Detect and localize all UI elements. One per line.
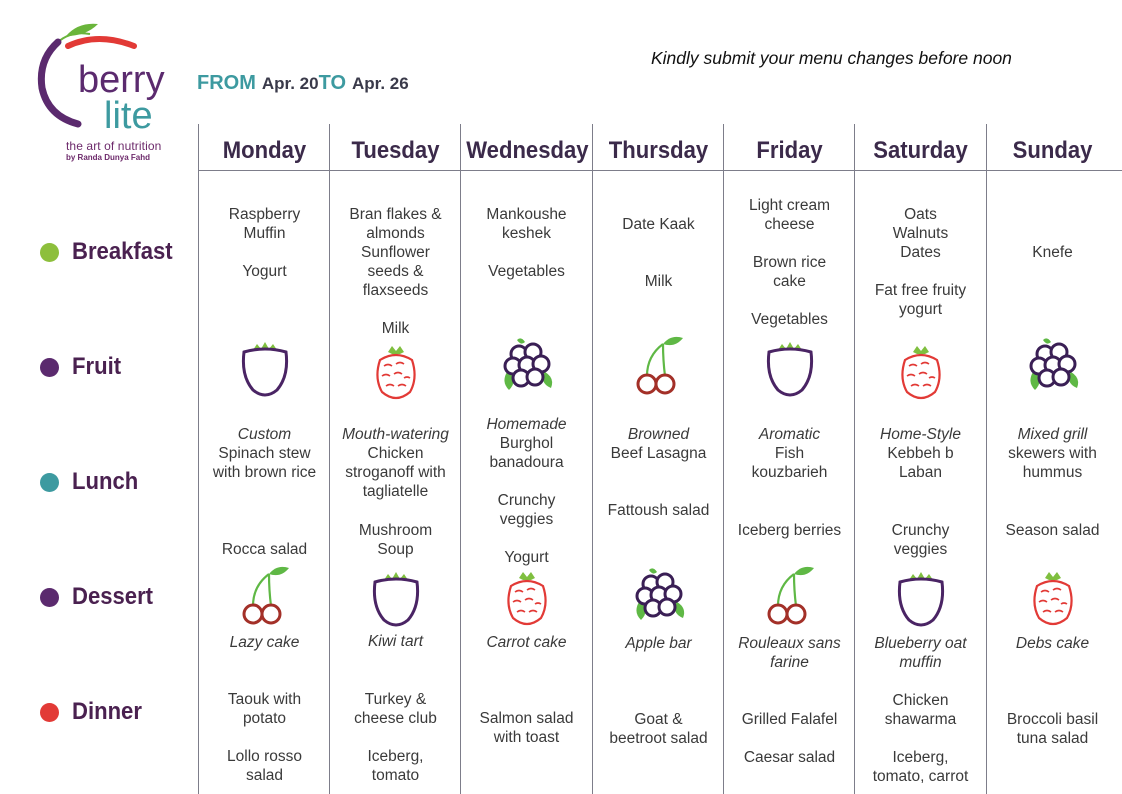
cell-line: Brown rice	[752, 254, 827, 271]
cell-line: Yogurt	[242, 263, 287, 280]
lunch-cell	[199, 425, 330, 482]
from-label: FROM	[197, 72, 256, 94]
lunch-title: Browned	[627, 426, 690, 443]
dinner-cell	[461, 709, 592, 747]
cell-line: tagliatelle	[362, 483, 429, 500]
cell-line: kouzbarieh	[751, 464, 828, 481]
cell-line: Mankoushe	[486, 206, 567, 223]
cell-line: keshek	[501, 225, 552, 242]
raspberry-icon	[891, 340, 951, 404]
day-header-sunday: Sunday	[1012, 137, 1093, 164]
cell-line: hummus	[1022, 464, 1083, 481]
row-label-dinner: Dinner	[40, 698, 148, 726]
cell-line: Fat free fruity	[874, 282, 967, 299]
cell-line: Spinach stew	[218, 445, 311, 462]
fig-icon	[891, 566, 951, 630]
cell-line	[461, 529, 592, 548]
fig-icon	[235, 336, 295, 400]
cell-line: Iceberg,	[367, 748, 424, 765]
cell-line: almonds	[366, 225, 425, 242]
cell-line	[855, 729, 986, 748]
lunch-title: Homemade	[486, 416, 567, 433]
cell-line: Burghol	[499, 435, 554, 452]
cell-line: cheese	[764, 216, 815, 233]
raspberry-icon	[1023, 566, 1083, 630]
raspberry-icon	[366, 340, 426, 404]
dessert-cell: Debs cake	[1015, 635, 1090, 652]
cell-line	[593, 234, 724, 253]
row-label-breakfast: Breakfast	[40, 238, 181, 266]
blackberry-icon	[1023, 332, 1083, 396]
dinner-dot-icon	[40, 703, 59, 722]
day-header-saturday: Saturday	[873, 137, 968, 164]
cell-line: Oats	[904, 206, 937, 223]
cell-line	[724, 234, 855, 253]
cell-line: Dates	[900, 244, 941, 261]
cell-line: Grilled Falafel	[741, 711, 838, 728]
lunch-side-cell	[593, 501, 724, 520]
cell-line: skewers with	[1008, 445, 1097, 462]
cell-line: Chicken	[892, 692, 949, 709]
lunch-title: Mixed grill	[1017, 426, 1088, 443]
cell-line: potato	[242, 710, 287, 727]
cell-line	[330, 728, 461, 747]
cell-line: beetroot salad	[609, 730, 708, 747]
lunch-cell	[987, 425, 1118, 482]
cell-line: Iceberg berries	[737, 522, 842, 539]
cherry-icon	[235, 562, 295, 626]
dinner-cell	[330, 690, 461, 785]
cell-line: Milk	[381, 320, 410, 337]
cell-line: cake	[773, 273, 806, 290]
cell-line: Vegetables	[488, 263, 565, 280]
breakfast-cell	[461, 205, 592, 281]
cherry-icon	[760, 562, 820, 626]
cell-line: with brown rice	[212, 464, 317, 481]
cell-line	[199, 243, 330, 262]
cell-line: veggies	[893, 541, 948, 558]
lunch-cell	[461, 415, 592, 472]
row-label-fruit: Fruit	[40, 353, 125, 381]
logo-byline: by Randa Dunya Fahd	[66, 153, 151, 162]
svg-text:lite: lite	[104, 95, 153, 137]
cell-line: Mushroom	[358, 522, 433, 539]
cell-line: Soup	[377, 541, 414, 558]
dinner-cell	[987, 710, 1118, 748]
dinner-cell	[199, 690, 330, 785]
cell-line: Broccoli basil	[1006, 711, 1099, 728]
breakfast-dot-icon	[40, 243, 59, 262]
cell-line: Crunchy	[891, 522, 950, 539]
header-divider	[199, 170, 1122, 171]
cell-line: Turkey &	[364, 691, 427, 708]
cell-line: Fish	[774, 445, 805, 462]
dessert-cell: Kiwi tart	[367, 633, 424, 650]
cell-line	[855, 262, 986, 281]
cell-line: Lollo rosso	[227, 748, 302, 765]
to-date: Apr. 26	[352, 74, 409, 93]
cell-line: Milk	[644, 273, 673, 290]
cell-line: shawarma	[884, 711, 957, 728]
day-header-friday: Friday	[756, 137, 823, 164]
fig-icon	[366, 566, 426, 630]
cell-line: Salmon salad	[479, 710, 574, 727]
cell-line: Sunflower	[361, 244, 430, 261]
from-date: Apr. 20	[261, 74, 319, 93]
to-label: TO	[318, 72, 347, 94]
notice-text: Kindly submit your menu changes before noon	[651, 48, 1012, 68]
cell-line: Muffin	[243, 225, 286, 242]
cell-line: Iceberg,	[892, 749, 949, 766]
cell-line	[724, 291, 855, 310]
lunch-cell	[724, 425, 855, 482]
fig-icon	[760, 336, 820, 400]
lunch-title: Home-Style	[880, 426, 961, 443]
cell-line: with toast	[493, 729, 560, 746]
day-header-thursday: Thursday	[608, 137, 709, 164]
cell-line: tuna salad	[1016, 730, 1089, 747]
cell-line: Laban	[898, 464, 943, 481]
lunch-cell	[855, 425, 986, 482]
lunch-side-cell	[855, 521, 986, 559]
breakfast-cell	[987, 243, 1118, 262]
dessert-cell: Blueberry oat muffin	[874, 635, 967, 671]
cell-line: stroganoff with	[345, 464, 446, 481]
day-header-wednesday: Wednesday	[466, 137, 589, 164]
breakfast-cell	[199, 205, 330, 281]
breakfast-cell	[855, 205, 986, 319]
cell-line: salad	[245, 767, 284, 784]
cell-line	[461, 243, 592, 262]
cell-line: Beef Lasagna	[610, 445, 707, 462]
breakfast-cell	[724, 196, 855, 329]
row-label-dessert: Dessert	[40, 583, 160, 611]
cell-line: Knefe	[1032, 244, 1073, 261]
dinner-cell	[855, 691, 986, 786]
cell-line: cheese club	[354, 710, 437, 727]
fruit-dot-icon	[40, 358, 59, 377]
date-range	[197, 72, 409, 102]
cell-line: Yogurt	[504, 549, 549, 566]
cell-line: Date Kaak	[622, 216, 695, 233]
breakfast-cell	[330, 205, 461, 338]
berry-lite-logo	[28, 20, 178, 150]
cell-line: Vegetables	[751, 311, 828, 328]
row-label-lunch: Lunch	[40, 468, 144, 496]
cell-line: Taouk with	[227, 691, 302, 708]
cell-line: Raspberry	[228, 206, 301, 223]
cell-line: Caesar salad	[743, 749, 836, 766]
dessert-cell: Lazy cake	[229, 634, 300, 651]
cell-line: Kebbeh b	[887, 445, 954, 462]
cell-line: Fattoush salad	[607, 502, 710, 519]
lunch-side-cell	[199, 540, 330, 559]
lunch-dot-icon	[40, 473, 59, 492]
breakfast-cell	[593, 215, 724, 291]
dessert-cell: Carrot cake	[486, 634, 567, 651]
lunch-cell	[330, 425, 461, 501]
lunch-side-cell	[330, 521, 461, 559]
lunch-side-cell	[987, 521, 1118, 540]
cell-line	[593, 253, 724, 272]
cell-line: Chicken	[367, 445, 424, 462]
cell-line: flaxseeds	[362, 282, 429, 299]
dinner-cell	[593, 710, 724, 748]
lunch-title: Aromatic	[758, 426, 821, 443]
svg-text:berry: berry	[78, 59, 165, 101]
cell-line: tomato	[371, 767, 420, 784]
cell-line: Light cream	[749, 197, 830, 214]
lunch-cell	[593, 425, 724, 463]
cell-line: Rocca salad	[221, 541, 308, 558]
lunch-side-cell	[724, 521, 855, 540]
cell-line: Walnuts	[892, 225, 949, 242]
cell-line	[724, 729, 855, 748]
cell-line	[330, 300, 461, 319]
cell-line: Crunchy	[497, 492, 556, 509]
cell-line: veggies	[499, 511, 554, 528]
dessert-cell: Rouleaux sans farine	[738, 635, 841, 671]
day-header-monday: Monday	[222, 137, 307, 164]
cell-line: banadoura	[489, 454, 564, 471]
cell-line: tomato, carrot	[872, 768, 969, 785]
dinner-cell	[724, 710, 855, 767]
lunch-side-cell	[461, 491, 592, 567]
lunch-title: Custom	[237, 426, 292, 443]
blackberry-icon	[497, 332, 557, 396]
lunch-title: Mouth-watering	[342, 426, 449, 443]
dessert-dot-icon	[40, 588, 59, 607]
logo-tagline: the art of nutrition	[66, 139, 162, 153]
blackberry-icon	[629, 562, 689, 626]
cell-line: Bran flakes &	[349, 206, 442, 223]
dessert-cell: Apple bar	[625, 635, 692, 652]
cell-line: Season salad	[1005, 522, 1100, 539]
cell-line: seeds &	[367, 263, 424, 280]
cell-line: yogurt	[898, 301, 943, 318]
cell-line	[199, 728, 330, 747]
raspberry-icon	[497, 566, 557, 630]
cell-line: Goat &	[634, 711, 683, 728]
day-header-tuesday: Tuesday	[351, 137, 440, 164]
cherry-icon	[629, 332, 689, 396]
